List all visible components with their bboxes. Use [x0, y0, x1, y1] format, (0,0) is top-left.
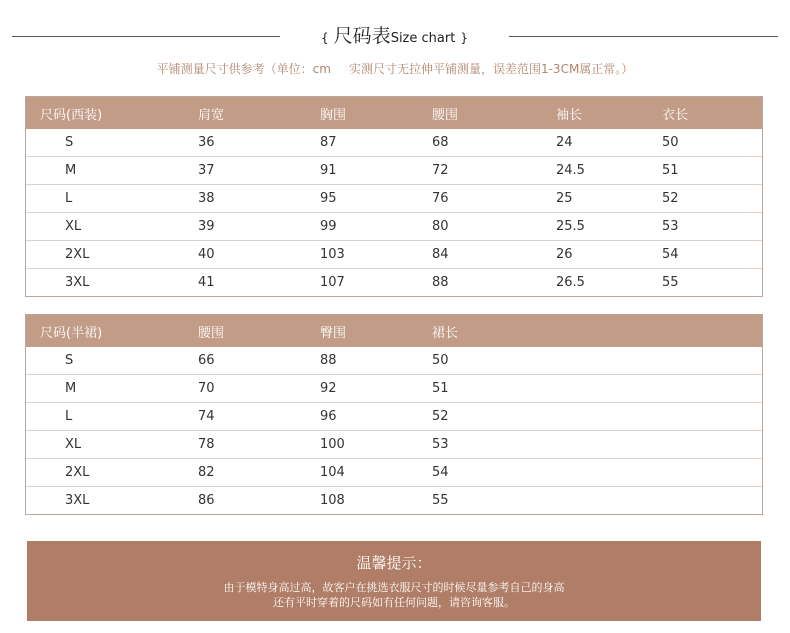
- measurement-cell: 103: [296, 241, 408, 269]
- size-label-cell: S: [26, 347, 176, 375]
- table-row: [26, 269, 762, 297]
- table-row: [26, 431, 762, 459]
- measurement-cell: 55: [432, 493, 449, 508]
- header-cell: 臀围: [296, 315, 408, 347]
- note-unit: 平铺测量尺寸供参考（单位：cm: [156, 62, 331, 76]
- skirt-table-header: [26, 315, 762, 347]
- size-label-cell: L: [26, 185, 176, 213]
- size-label-cell: L: [26, 403, 176, 431]
- measurement-cell: 36: [176, 129, 296, 157]
- size-label-cell: 2XL: [26, 241, 176, 269]
- table-row: [26, 487, 762, 515]
- header-cell: 腰围: [408, 97, 530, 129]
- size-label-cell: XL: [26, 213, 176, 241]
- measurement-cell: 39: [176, 213, 296, 241]
- measurement-cell: 26: [530, 241, 634, 269]
- title-brace-left: {: [320, 31, 329, 45]
- measurement-cell: 95: [296, 185, 408, 213]
- measurement-cell: 40: [176, 241, 296, 269]
- size-label-cell: 3XL: [65, 493, 90, 508]
- table-row: [26, 185, 762, 213]
- measurement-cell: 53: [408, 431, 762, 459]
- header-cell: 尺码(半裙): [26, 315, 176, 347]
- measurement-cell: 41: [198, 275, 215, 290]
- title-row: [0, 22, 790, 52]
- measurement-cell: 82: [176, 459, 296, 487]
- header-cell: 尺码(西装): [26, 97, 176, 129]
- measurement-cell: 52: [408, 403, 762, 431]
- measurement-cell: 52: [634, 185, 762, 213]
- measurement-cell: 100: [296, 431, 408, 459]
- table-row: [26, 129, 762, 157]
- measurement-cell: 53: [634, 213, 762, 241]
- measurement-cell: 25.5: [530, 213, 634, 241]
- page-title: [282, 22, 507, 52]
- measurement-cell: 96: [296, 403, 408, 431]
- tip-line: 还有平时穿着的尺码如有任何问题，请咨询客服。: [273, 596, 515, 609]
- measurement-cell: 51: [634, 157, 762, 185]
- suit-size-table: [26, 97, 762, 296]
- measurement-cell: 76: [408, 185, 530, 213]
- table-row: [26, 403, 762, 431]
- header-cell: 腰围: [176, 315, 296, 347]
- measurement-cell: 88: [432, 275, 449, 290]
- table-row: [26, 375, 762, 403]
- header-cell: 裙长: [408, 315, 762, 347]
- measurement-cell: 74: [176, 403, 296, 431]
- measurement-cell: 37: [176, 157, 296, 185]
- size-label-cell: 3XL: [65, 275, 90, 290]
- header-cell: 袖长: [530, 97, 634, 129]
- header-cell: 胸围: [296, 97, 408, 129]
- note-tolerance: 实测尺寸无拉伸平铺测量，误差范围1-3CM属正常。）: [348, 62, 634, 76]
- title-chinese: 尺码表: [333, 25, 391, 47]
- measurement-cell: 24: [530, 129, 634, 157]
- tip-line: 由于模特身高过高，故客户在挑选衣服尺寸的时候尽量参考自己的身高: [223, 581, 565, 594]
- table-row: [26, 241, 762, 269]
- measurement-cell: 54: [634, 241, 762, 269]
- table-row: [26, 347, 762, 375]
- measurement-cell: 38: [176, 185, 296, 213]
- measurement-cell: 50: [408, 347, 762, 375]
- measurement-cell: 87: [296, 129, 408, 157]
- measurement-cell: 54: [408, 459, 762, 487]
- measurement-cell: 78: [176, 431, 296, 459]
- size-label-cell: 2XL: [26, 459, 176, 487]
- measurement-cell: 88: [296, 347, 408, 375]
- measurement-cell: 24.5: [530, 157, 634, 185]
- header-cell: 肩宽: [176, 97, 296, 129]
- measurement-cell: 26.5: [556, 275, 585, 290]
- measurement-cell: 80: [408, 213, 530, 241]
- tip-text: [27, 580, 761, 610]
- size-label-cell: M: [26, 157, 176, 185]
- title-brace-right: }: [460, 31, 469, 45]
- size-label-cell: XL: [26, 431, 176, 459]
- tip-title: 温馨提示：: [356, 554, 432, 572]
- measurement-cell: 91: [296, 157, 408, 185]
- measurement-cell: 55: [662, 275, 679, 290]
- measurement-cell: 51: [408, 375, 762, 403]
- table-row: [26, 157, 762, 185]
- title-english: Size chart: [390, 31, 456, 46]
- measurement-cell: 50: [634, 129, 762, 157]
- measurement-cell: 99: [296, 213, 408, 241]
- measurement-note: [0, 60, 790, 77]
- title-divider-left: [12, 36, 280, 37]
- measurement-cell: 86: [198, 493, 215, 508]
- table-row: [26, 459, 762, 487]
- measurement-cell: 72: [408, 157, 530, 185]
- measurement-cell: 92: [296, 375, 408, 403]
- measurement-cell: 107: [320, 275, 345, 290]
- measurement-cell: 104: [296, 459, 408, 487]
- skirt-size-table: [26, 315, 762, 514]
- measurement-cell: 70: [176, 375, 296, 403]
- tip-box: [27, 541, 761, 621]
- size-label-cell: S: [26, 129, 176, 157]
- header-cell: 衣长: [634, 97, 762, 129]
- size-label-cell: M: [26, 375, 176, 403]
- measurement-cell: 84: [408, 241, 530, 269]
- title-divider-right: [509, 36, 778, 37]
- table-row: [26, 213, 762, 241]
- measurement-cell: 68: [408, 129, 530, 157]
- measurement-cell: 25: [530, 185, 634, 213]
- measurement-cell: 108: [320, 493, 345, 508]
- suit-table-header: [26, 97, 762, 129]
- measurement-cell: 66: [176, 347, 296, 375]
